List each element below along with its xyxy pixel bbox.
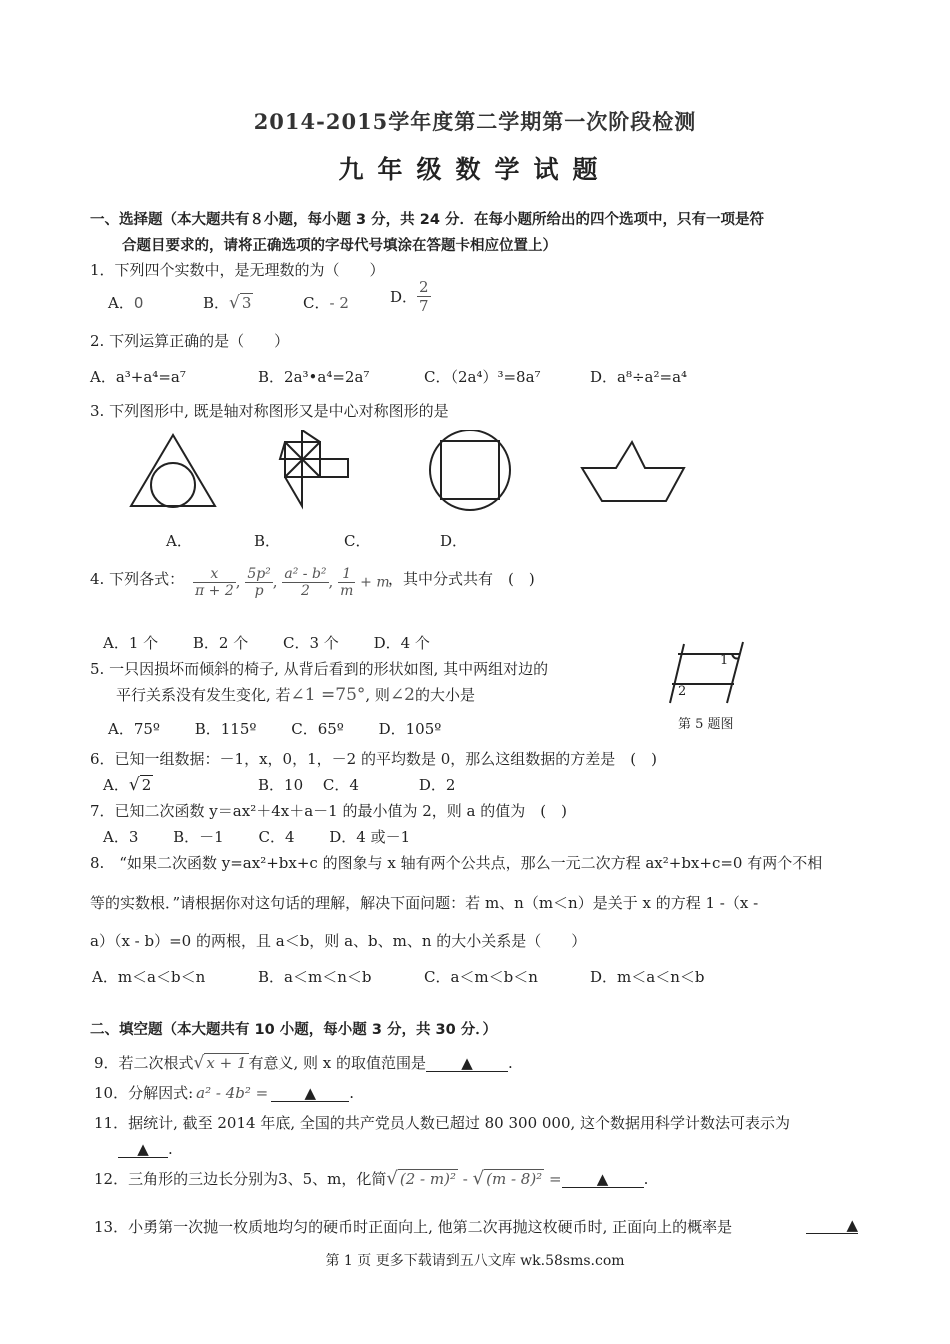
section1-heading-line2: 合题目要求的，请将正确选项的字母代号填涂在答题卡相应位置上） [122,238,557,254]
q13-line1: 13．小勇第一次抛一枚质地均匀的硬币时正面向上, 他第二次再抛这枚硬币时, 正面向上的概率是 [94,1218,733,1236]
q1-a-value: 0 [133,294,144,312]
q6-a-radicand: 2 [141,776,152,794]
q12 [94,1168,648,1189]
q12-pre: 12．三角形的三边长分别为3、5、m，化简 [94,1170,387,1188]
q10-answer-blank[interactable]: ▲ [271,1085,349,1102]
q1-c-label: C． [303,294,330,312]
q8-option-a: A．m＜a＜b＜n [92,968,206,986]
q5-line2-a: 平行关系没有发生变化, 若 [116,686,291,704]
q4-f2-num: 5p² [247,566,271,582]
section2-heading: 二、填空题（本大题共有 10 小题，每小题 3 分，共 30 分．） [90,1022,497,1038]
q1-b-label: B． [203,294,230,312]
sqrt-symbol-icon: √ [386,1168,398,1189]
q5-line1: 5. 一只因损坏而倾斜的椅子, 从背后看到的形状如图, 其中两组对边的 [90,660,549,678]
q2-stem: 2. 下列运算正确的是（ ） [90,332,290,350]
figure-b-pinwheel [280,430,348,506]
q1-option-b [203,292,253,313]
q4-options: A．1 个 B．2 个 C．3 个 D．4 个 [103,634,430,652]
exam-subtitle: 九年级数学试题 [338,155,612,184]
q12-minus: - [462,1170,468,1188]
q5-fig-label-1: 1 [720,653,729,668]
q5-line2-c: 的大小是 [415,686,476,704]
sqrt-symbol-icon: √ [472,1168,485,1189]
q4-stem-suffix: ，其中分式共有 ( ) [388,570,535,588]
q10-pre: 10．分解因式: [94,1084,194,1102]
q9 [94,1052,513,1073]
q10-end: . [349,1084,354,1102]
page-footer: 第 1 页 更多下载请到五八文库 wk.58sms.com [325,1253,625,1269]
q4-f4-den: m [340,583,354,599]
q12-end: . [643,1170,649,1188]
q1-c-value: - 2 [329,294,349,312]
q8-line1: 8. “如果二次函数 y=ax²+bx+c 的图象与 x 轴有两个公共点，那么一元二次方程 ax²+bx+c=0 有两个不相 [90,854,823,872]
q1-stem: 1．下列四个实数中，是无理数的为（ ） [90,261,385,279]
figure-c-circle-square [430,430,510,510]
sqrt-symbol-icon: √ [128,775,140,795]
figure-d-boat [582,442,684,501]
q3-stem: 3. 下列图形中, 既是轴对称图形又是中心对称图形的是 [90,402,449,420]
q6-options-rest: B．10 C．4 D．2 [258,776,456,794]
q8-line2: 等的实数根．”请根据你对这句话的理解，解决下面问题：若 m、n（m＜n）是关于 x 的方程 1 -（x - [90,894,759,912]
q7-stem: 7．已知二次函数 y＝ax²＋4x＋a－1 的最小值为 2，则 a 的值为 ( ) [90,802,567,820]
q9-pre: 9．若二次根式 [94,1054,194,1072]
q3-label-b: B． [254,532,281,550]
q12-radicand-2: (m - 8)² [486,1170,543,1188]
q4-f1-num: x [210,566,219,582]
q12-equals: = [548,1170,562,1188]
q1-a-label: A． [108,294,134,312]
q4-f3-den: 2 [282,582,328,599]
q9-post: 有意义, 则 x 的取值范围是 [248,1054,427,1072]
q11-answer-blank[interactable]: ▲ [118,1141,168,1158]
q4-f4-tail: + m [360,574,390,591]
q8-line3: a）（x - b）=0 的两根，且 a＜b，则 a、b、m、n 的大小关系是（ ） [90,932,587,950]
q1-d-numerator: 2 [419,278,429,296]
q4-f3-num: a² - b² [284,566,327,582]
q6-option-a [103,774,153,795]
q1-option-c [303,292,349,313]
q2-option-b: B．2a³•a⁴=2a⁷ [258,368,370,386]
q9-end: . [508,1054,513,1072]
q4-f1-den: π + 2 [195,583,234,599]
q11-answer [118,1140,173,1158]
q9-radicand: x + 1 [206,1054,247,1072]
q3-figures [120,430,700,530]
q4-f4-num: 1 [342,566,352,582]
q6-stem: 6．已知一组数据：－1，x，0，1，－2 的平均数是 0，那么这组数据的方差是 ( ) [90,750,657,768]
q12-radicand-1: (2 - m)² [399,1170,456,1188]
q5-angle2-expr: ∠2 [389,685,415,705]
q3-label-a: A． [166,532,192,550]
q4-expressions: $\frac{x}{\pi + 2}$ , $\frac{\text{5p²}}{p}$ , $\frac{\text{a² - b²}}{2}$ , $\frac{1}{m}$ + m [195,566,390,599]
sqrt-symbol-icon: √ [229,293,240,313]
sqrt-symbol-icon: √ [193,1053,205,1073]
q13-answer-blank[interactable]: ▲ [806,1217,858,1234]
q2-option-d: D．a⁸÷a²=a⁴ [590,368,688,386]
q5-line2 [116,684,475,705]
q5-fig-caption: 第 5 题图 [678,717,734,732]
q6-a-label: A． [103,776,129,794]
q1-b-value: 3 [241,294,252,312]
q8-option-c: C．a＜m＜b＜n [424,968,538,986]
q1-d-denominator: 7 [419,297,429,315]
q7-options: A．3 B．－1 C．4 D．4 或－1 [103,828,411,846]
q5-fig-label-2: 2 [678,684,687,699]
q5-options: A．75º B．115º C．65º D．105º [108,720,442,738]
q4-f2-den: p [245,582,272,599]
q1-d-label: D． [390,288,418,306]
q1-option-a [108,292,143,313]
q13-answer [806,1216,858,1234]
q11-line1: 11．据统计, 截至 2014 年底, 全国的共产党员人数已超过 80 300 000, 这个数据用科学计数法可表示为 [94,1114,791,1132]
q2-option-c: C．（2a⁴）³=8a⁷ [424,368,541,386]
section1-heading-line1: 一、选择题（本大题共有８小题，每小题 3 分，共 24 分．在每小题所给出的四个选项中，只有一项是符 [90,212,764,228]
figure-a-triangle-circle [131,435,215,507]
q9-answer-blank[interactable]: ▲ [426,1055,508,1072]
q10-expression: a² - 4b² = [196,1084,269,1102]
q5-line2-b: , 则 [365,686,390,704]
exam-title: 2014-2015学年度第二学期第一次阶段检测 [253,109,697,134]
q4-stem-prefix: 4. 下列各式： [90,570,185,588]
q3-label-d: D． [440,532,468,550]
q2-option-a: A．a³+a⁴=a⁷ [90,368,186,386]
q10 [94,1082,354,1103]
q12-answer-blank[interactable]: ▲ [562,1171,644,1188]
q8-option-d: D．m＜a＜n＜b [590,968,705,986]
q1-option-d [390,278,431,315]
q5-angle1-expr: ∠1 =75° [290,685,366,705]
q11-end: . [168,1140,173,1158]
q8-option-b: B．a＜m＜n＜b [258,968,372,986]
q3-label-c: C． [344,532,371,550]
